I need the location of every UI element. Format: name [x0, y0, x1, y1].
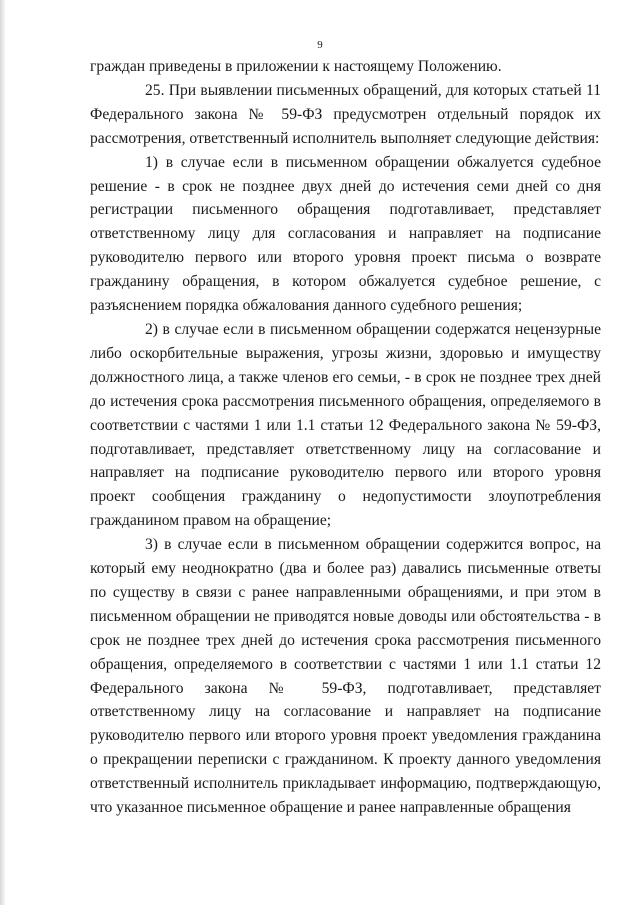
paragraph-subitem-1: 1) в случае если в письменном обращении обжалуется судебное решение - в срок не позднее двух дней до истечения семи дней со дня регистрации письменного обращения подготавливает, представляет ответственному лицу для согласования и направляет на подписание руководителю первого или второго уровня проект письма о возврате гражданину обращения, в котором обжалуется судебное решение, с разъяснением порядка обжалования данного судебного решения; [90, 153, 601, 315]
paragraph-item-25: 25. При выявлении письменных обращений, для которых статьей 11 Федерального закона № 59-ФЗ предусмотрен отдельный порядок их рассмотрения, ответственный исполнитель выполняет следующие действия: [90, 81, 601, 147]
paragraph-continuation: граждан приведены в приложении к настоящему Положению. [90, 58, 502, 75]
page-number: 9 [317, 39, 323, 51]
paragraph-subitem-3: 3) в случае если в письменном обращении содержится вопрос, на который ему неоднократно (два и более раз) давались письменные ответы по существу в связи с ранее направленными обращениями, и при этом в письменном обращении не приводятся новые доводы или обстоятельства - в срок не позднее трех дней до истечения срока рассмотрения письменного обращения, определяемого в соответствии с частями 1 или 1.1 статьи 12 Федерального закона № 59-ФЗ, подготавливает, представляет ответственному лицу на согласование и направляет на подписание руководителю первого или второго уровня проект уведомления гражданина о прекращении переписки с гражданином. К проекту данного уведомления ответственный исполнитель прикладывает информацию, подтверждающую, что указанное письменное обращение и ранее направленные обращения [90, 536, 601, 817]
paragraph-subitem-2: 2) в случае если в письменном обращении содержатся нецензурные либо оскорбительные выражения, угрозы жизни, здоровью и имуществу должностного лица, а также членов его семьи, - в срок не позднее трех дней до истечения срока рассмотрения письменного обращения, определяемого в соответствии с частями 1 или 1.1 статьи 12 Федерального закона № 59-ФЗ, подготавливает, представляет ответственному лицу на согласование и направляет на подписание руководителю первого или второго уровня проект сообщения гражданину о недопустимости злоупотребления гражданином правом на обращение; [90, 320, 601, 530]
scan-edge-shadow [0, 0, 6, 905]
document-body [90, 55, 601, 820]
